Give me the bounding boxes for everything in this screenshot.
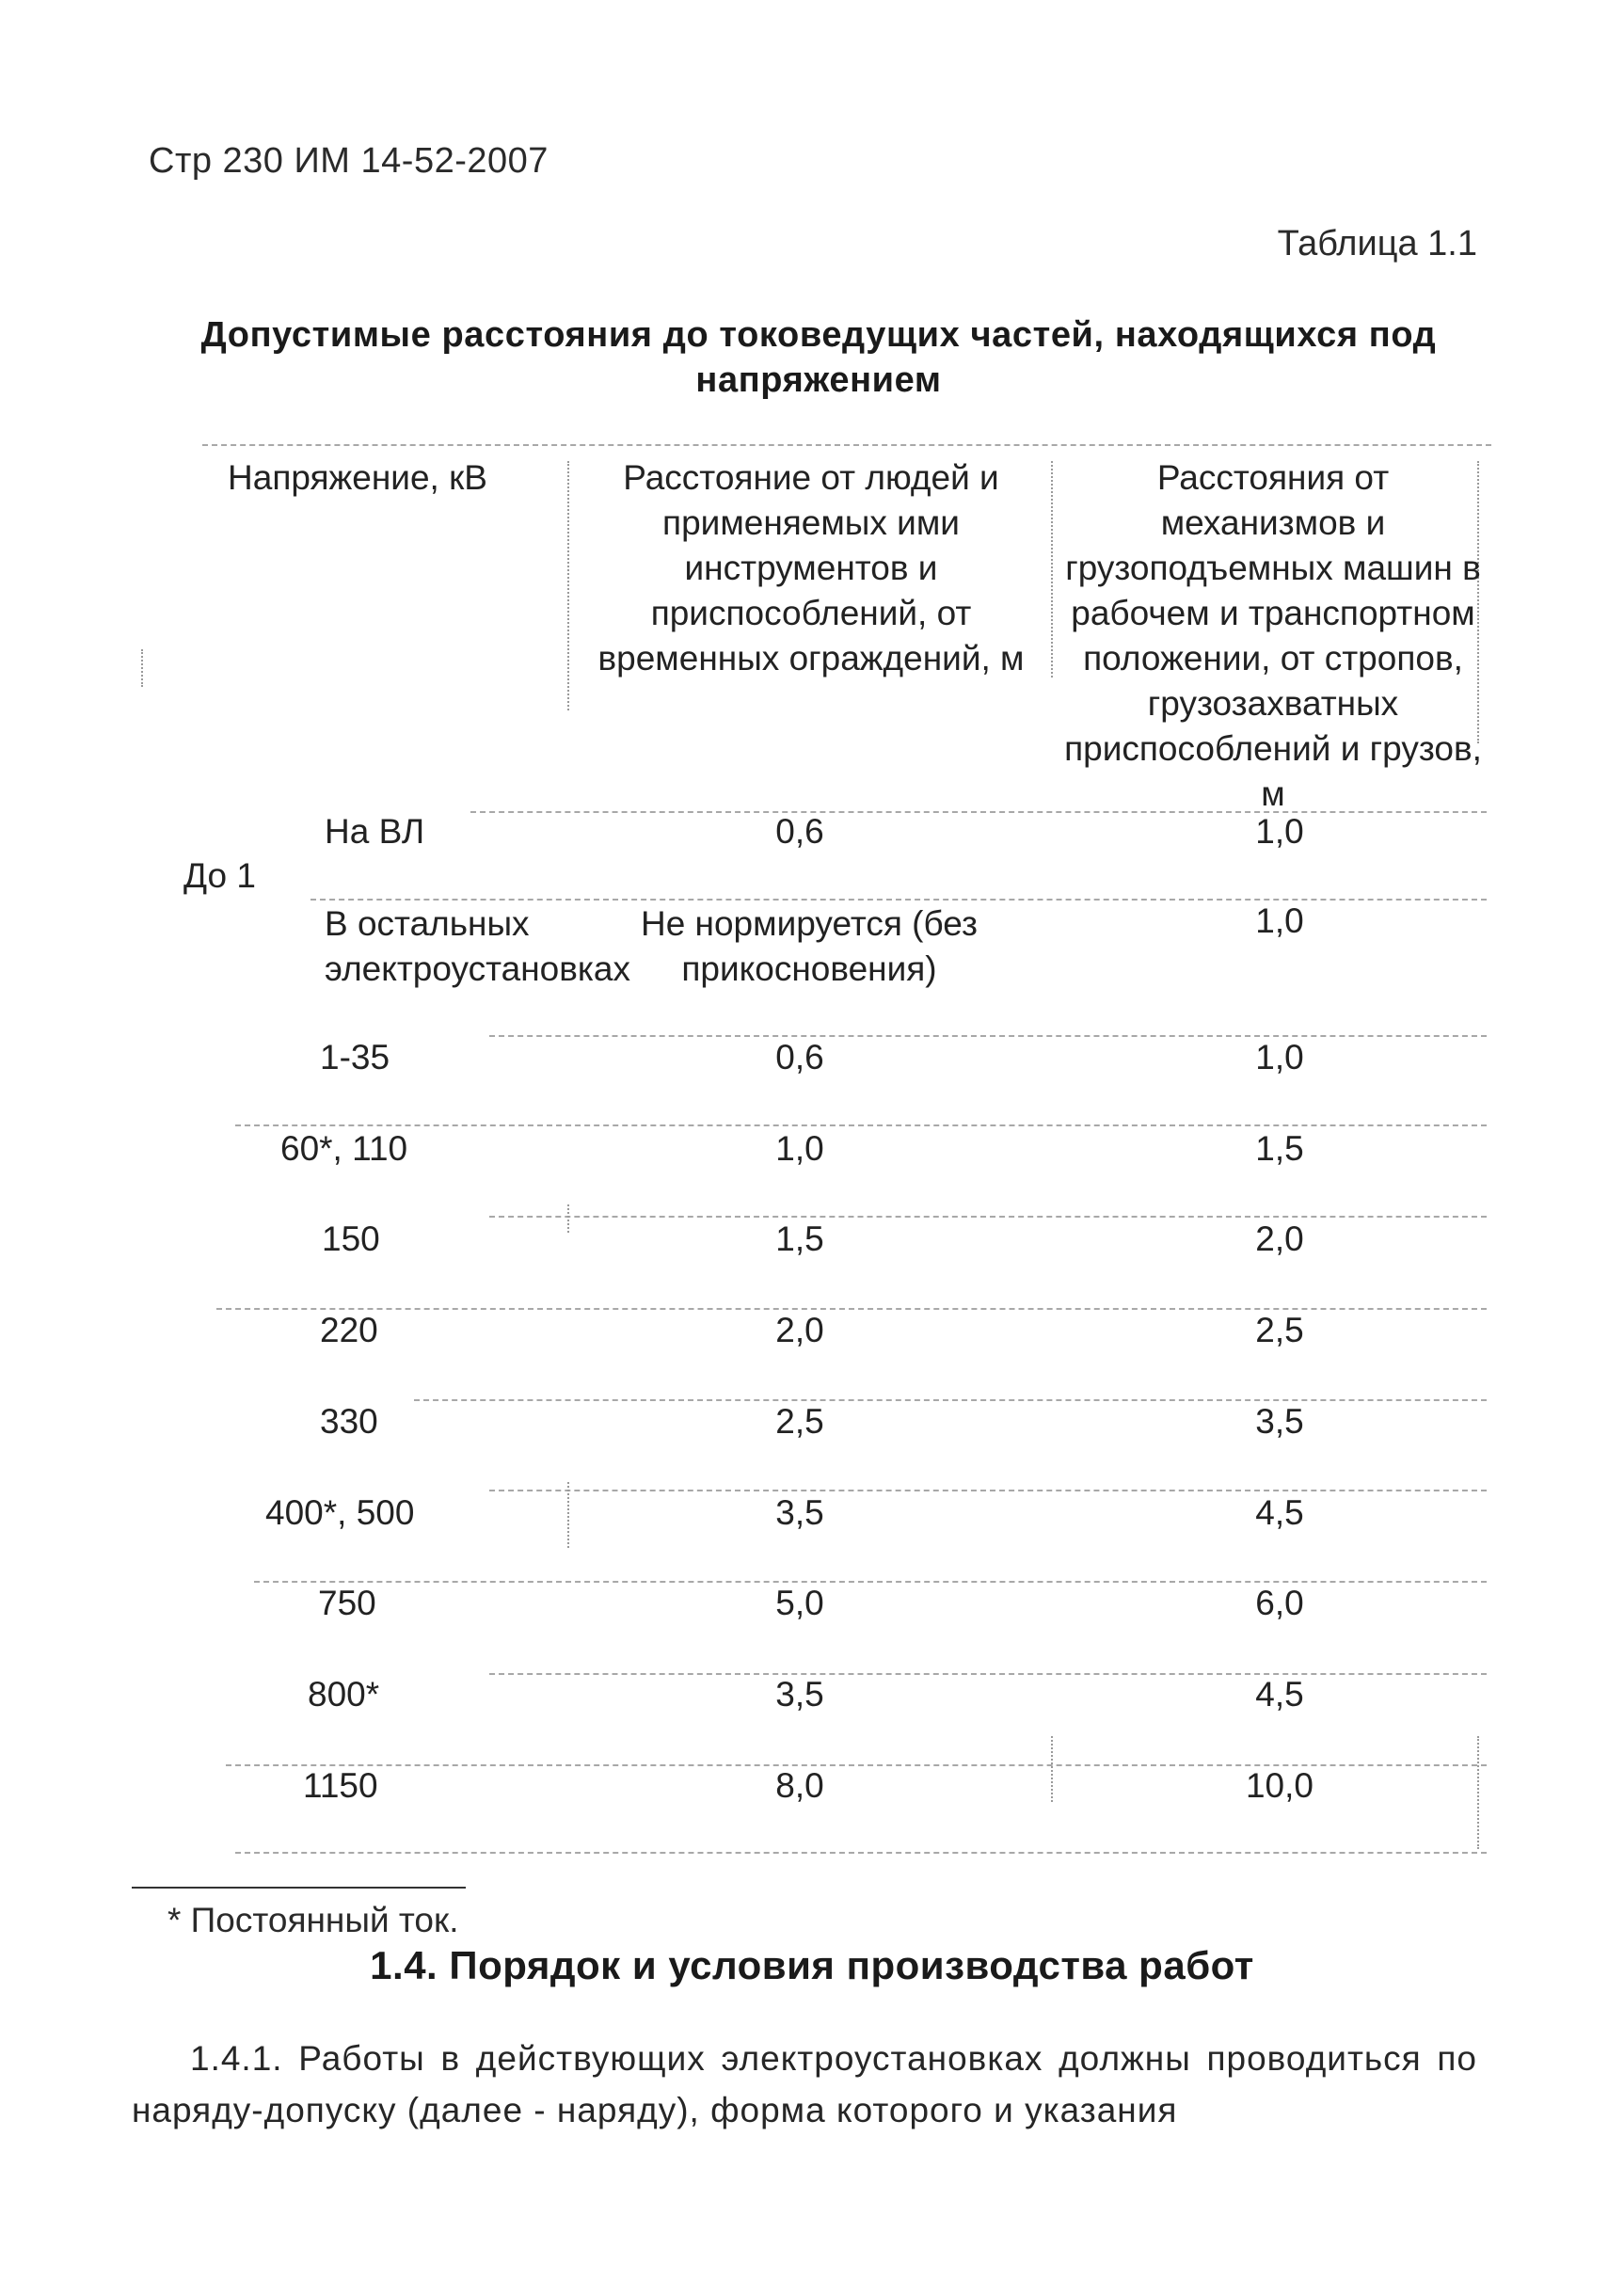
table-row-voltage: 150 (322, 1220, 380, 1258)
voltage-group-label: До 1 (183, 856, 256, 895)
table-row-voltage: 220 (320, 1311, 378, 1349)
table-number: Таблица 1.1 (1277, 224, 1477, 263)
table-row-machines: 6,0 (1255, 1584, 1304, 1622)
table-row-people: 0,6 (775, 1038, 824, 1076)
table-row-people: 3,5 (775, 1493, 824, 1532)
table-row-voltage: 330 (320, 1402, 378, 1441)
table-row-voltage: 800* (308, 1675, 380, 1714)
table-row-voltage: 750 (318, 1584, 376, 1622)
footnote: * Постоянный ток. (167, 1901, 459, 1939)
table-row-voltage: 400*, 500 (265, 1493, 415, 1532)
table-row-voltage: 60*, 110 (280, 1129, 408, 1168)
body-paragraph: 1.4.1. Работы в действующих электроустановках должны проводиться по наряду-допуску (далее - наряду), форма которого и указания (132, 2039, 1477, 2129)
table-row-machines: 1,0 (1255, 812, 1304, 851)
table-row-people: 3,5 (775, 1675, 824, 1714)
table-row-people: 1,0 (775, 1129, 824, 1168)
table-row-voltage: 1-35 (320, 1038, 390, 1076)
table-row-machines: 1,5 (1255, 1129, 1304, 1168)
table-row-people: 8,0 (775, 1766, 824, 1805)
table-row-machines: 1,0 (1255, 1038, 1304, 1076)
table-row-machines: 2,0 (1255, 1220, 1304, 1258)
table-row-people: Не нормируется (без прикосновения) (640, 904, 979, 988)
table-row-voltage: На ВЛ (325, 812, 425, 851)
table-row-machines: 10,0 (1245, 1766, 1314, 1805)
footnote-divider (132, 1887, 466, 1889)
table-row-machines: 4,5 (1255, 1675, 1304, 1714)
column-header-machine-distance: Расстояния от механизмов и грузоподъемных машин в рабочем и транспортном положении, от стропов, грузозахватных приспособлений и грузов, м (1064, 458, 1482, 813)
table-row-people: 2,5 (775, 1402, 824, 1441)
table-row-people: 0,6 (775, 812, 824, 851)
table-row-machines: 1,0 (1255, 901, 1304, 940)
table-row-machines: 2,5 (1255, 1311, 1304, 1349)
column-header-people-distance: Расстояние от людей и применяемых ими инструментов и приспособлений, от временных ограждений, м (597, 458, 1025, 678)
table-row-people: 1,5 (775, 1220, 824, 1258)
page-reference: Стр 230 ИМ 14-52-2007 (149, 141, 549, 181)
column-header-voltage: Напряжение, кВ (228, 458, 487, 497)
table-row-voltage: 1150 (303, 1766, 378, 1805)
section-heading: 1.4. Порядок и условия производства работ (370, 1943, 1254, 1987)
table-row-machines: 4,5 (1255, 1493, 1304, 1532)
table-title: Допустимые расстояния до токоведущих частей, находящихся под напряжением (200, 315, 1437, 400)
table-row-people: 2,0 (775, 1311, 824, 1349)
table-row-people: 5,0 (775, 1584, 824, 1622)
table-row-voltage: В остальных электроустановках (325, 904, 630, 988)
table-row-machines: 3,5 (1255, 1402, 1304, 1441)
